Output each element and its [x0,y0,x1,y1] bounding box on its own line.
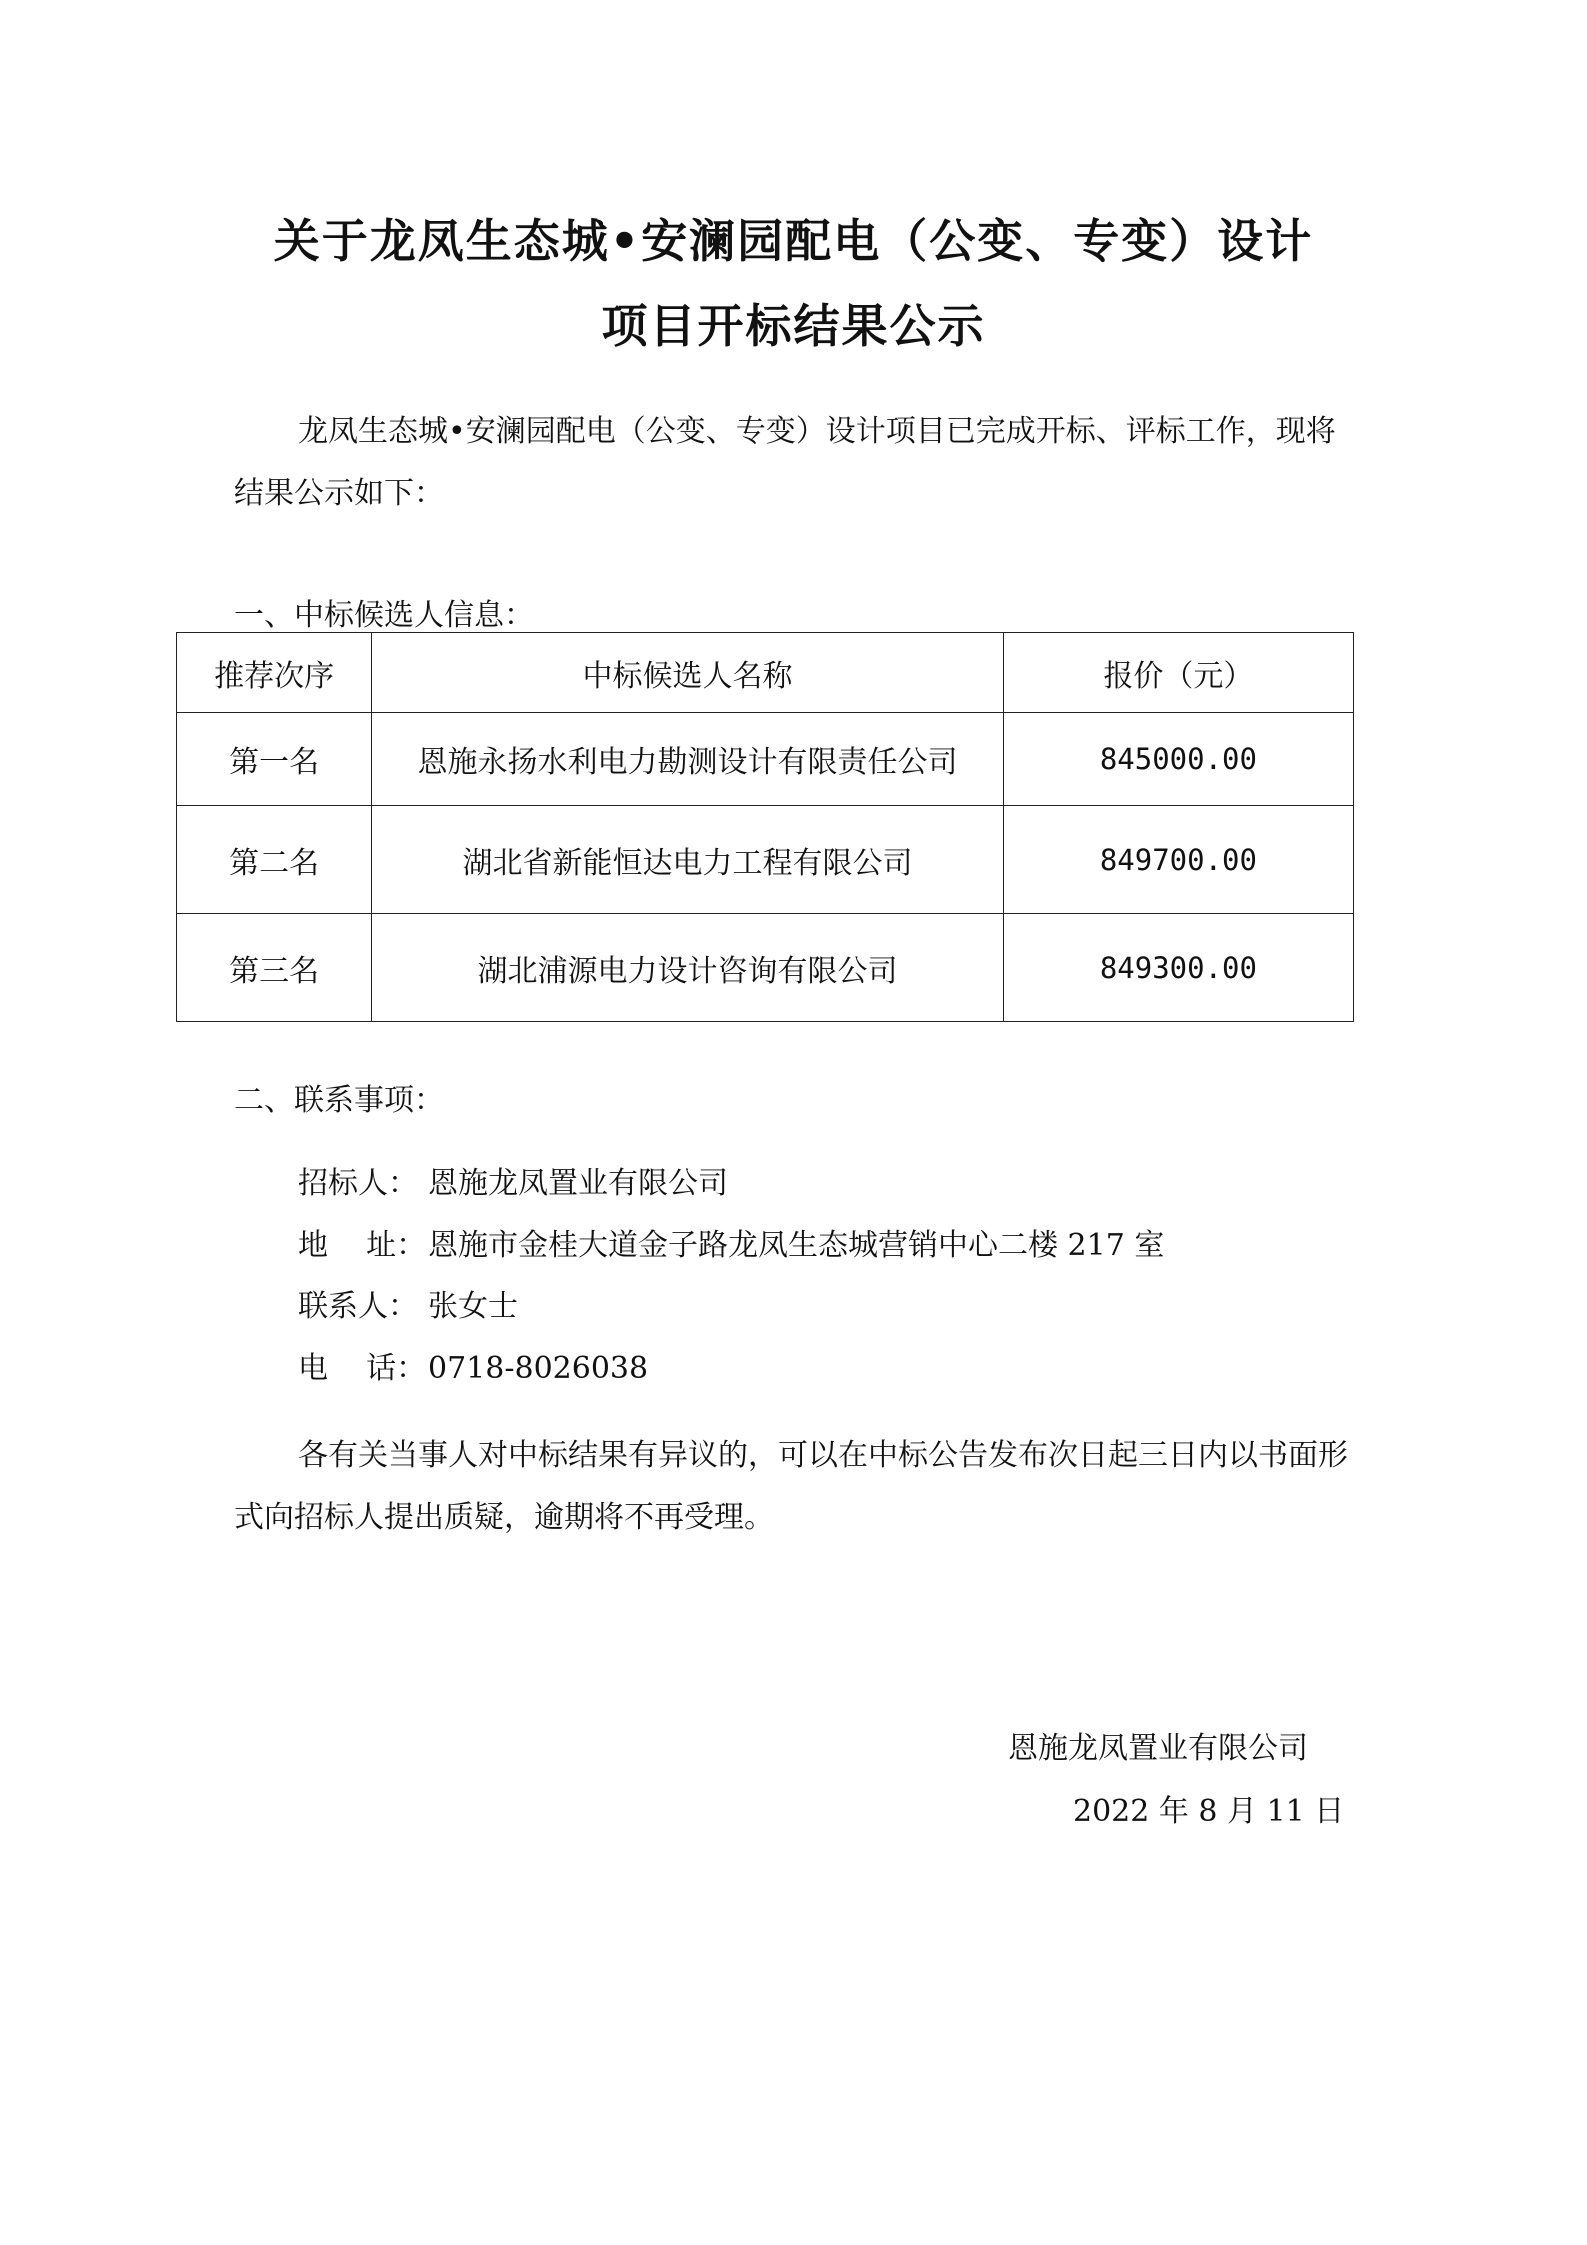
contact-value: 恩施龙凤置业有限公司 [428,1166,728,1201]
contact-label: 招标人： [298,1166,418,1201]
signature-date: 2022 年 8 月 11 日 [1073,1794,1345,1829]
contact-phone [298,1343,648,1387]
section-1-heading: 一、中标候选人信息： [234,598,534,633]
table-row [177,914,1354,1022]
cell-rank: 第一名 [177,713,372,806]
cell-rank: 第二名 [177,806,372,914]
signature-company: 恩施龙凤置业有限公司 [1008,1731,1308,1766]
contact-label: 地 址： [298,1228,427,1263]
candidates-table [176,632,1354,1022]
contact-person [298,1281,518,1325]
contact-value: 恩施市金桂大道金子路龙凤生态城营销中心二楼 217 室 [428,1228,1165,1263]
table-row [177,713,1354,806]
contact-value: 0718-8026038 [428,1351,649,1386]
header-name: 中标候选人名称 [372,633,1003,713]
table-header-row [177,633,1354,713]
objection-paragraph: 各有关当事人对中标结果有异议的，可以在中标公告发布次日起三日内以书面形式向招标人提出质疑，逾期将不再受理。 [234,1438,1348,1535]
intro-paragraph: 龙凤生态城•安澜园配电（公变、专变）设计项目已完成开标、评标工作，现将结果公示如下： [234,414,1336,511]
cell-rank: 第三名 [177,914,372,1022]
contact-tenderer [298,1158,728,1202]
contact-value: 张女士 [428,1289,518,1324]
table-row [177,806,1354,914]
section-2-heading: 二、联系事项： [234,1083,444,1118]
header-price: 报价（元） [1003,633,1353,713]
document-title-line-1: 关于龙凤生态城•安澜园配电（公变、专变）设计 [273,214,1314,268]
cell-name: 恩施永扬水利电力勘测设计有限责任公司 [372,713,1003,806]
contact-label: 联系人： [298,1289,418,1324]
cell-name: 湖北省新能恒达电力工程有限公司 [372,806,1003,914]
contact-address [298,1220,1164,1264]
contact-label: 电 话： [298,1351,427,1386]
document-title-line-2: 项目开标结果公示 [601,299,986,353]
cell-price: 849700.00 [1003,806,1353,914]
header-rank: 推荐次序 [177,633,372,713]
cell-price: 849300.00 [1003,914,1353,1022]
cell-price: 845000.00 [1003,713,1353,806]
cell-name: 湖北浦源电力设计咨询有限公司 [372,914,1003,1022]
